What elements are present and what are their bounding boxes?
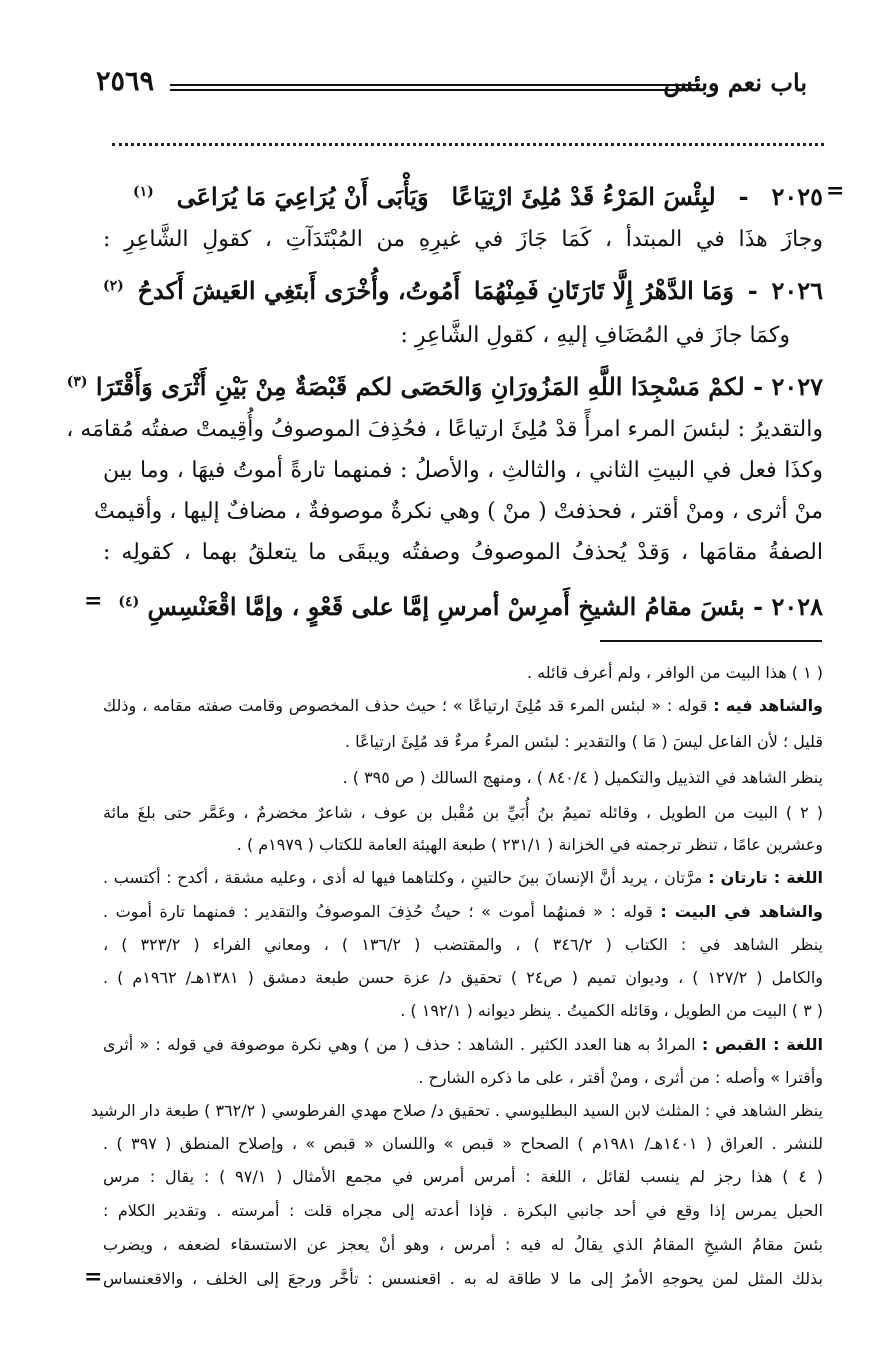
footnote-line: قليل ؛ لأن الفاعل ليسَ ( مَا ) والتقدير : لبئس المرءُ مرءٌ قد مُلِئَ ارتياعًا . [344, 732, 823, 751]
verse-number: ٢٠٢٧ - [753, 372, 823, 401]
verse-hemistich: وَمَا الدَّهْرُ إِلَّا تَارَتَانِ فَمِنْهُمَا [473, 276, 734, 305]
body-paragraph: وكمَا جازَ في المُضَافِ إليهِ ، كقولِ الشَّاعِرِ : [400, 323, 790, 348]
footnote-line [103, 693, 823, 718]
verse-2028 [118, 584, 823, 625]
verse-hemistich: بئسَ مقامُ الشيخِ أَمرِسْ أمرسِ [437, 592, 745, 621]
footnote-line: الحبل يمرس إذا وقع في أحد جانبي البكرة . فإذا أعدته إلى مجراه قلت : أمرسته . وتقدير الكلام : [103, 1201, 823, 1220]
footnote-line: ينظر الشاهد في : الكتاب ( ٣٤٦/٢ ) ، والمقتضب ( ١٣٦/٢ ) ، ومعاني الفراء ( ٣٢٣/٢ ) ، [103, 935, 824, 954]
verse-2025 [133, 174, 823, 215]
verse-2026 [103, 268, 823, 309]
footnote-line [103, 899, 823, 924]
verse-hemistich: إمَّا على قَعْوٍ ، وإمَّا اقْعَنْسِسِ [147, 592, 430, 621]
footnote-line: والكامل ( ١٢٧/٢ ) ، وديوان تميم ( ص٢٤ ) تحقيق د/ عزة حسن طبعة دمشق ( ١٣٨١هـ/ ١٩٦٢م ) . [103, 968, 824, 987]
footnote-label: اللغة : القبص : [701, 1035, 823, 1054]
footnote-ref: (٣) [66, 374, 88, 390]
footnote-label: والشاهد فيه : [713, 696, 823, 715]
footnote-line: بذلك المثل لمن يحوجهِ الأمرُ إلى ما لا طاقة له به . اقعنسس : تأخَّر ورجعَ إلى الخلف ، والاقعنساس [103, 1269, 823, 1288]
footnote-label: والشاهد في البيت : [660, 902, 823, 921]
footnote-line: ينظر الشاهد في : المثلث لابن السيد البطليوسي . تحقيق د/ صلاح مهدي الفرطوسي ( ٣٦٢/٢ ) طبعة دار الرشيد [90, 1101, 823, 1120]
footnote-text: قوله : « فمنهُما أموت » ؛ حيثُ حُذِفَ الموصوفُ والتقدير : فمنهما تارة أموت . [103, 902, 653, 921]
verse-number: ٢٠٢٨ - [753, 592, 823, 621]
footnote-line: للنشر . العراق ( ١٤٠١هـ/ ١٩٨١م ) الصحاح « قبص » واللسان « قبص » ، وإصلاح المنطق ( ٣٩٧ ) . [103, 1134, 824, 1153]
header-rule [170, 89, 700, 91]
footnote-ref: (٢) [103, 278, 124, 294]
footnote-ref: (١) [133, 184, 154, 200]
verse-hemistich: لبِئْسَ المَرْءُ قَدْ مُلِئَ ارْتِيَاعًا [451, 182, 716, 211]
verse-hemistich: أَمُوتُ، وأُخْرَى أَبتَغِي العَيشَ أَكدحُ [137, 276, 461, 305]
body-paragraph: والتقديرُ : لبئسَ المرء امرأً قدْ مُلِئَ ارتياعًا ، فحُذِفَ الموصوفُ وأُقِيمتْ صفتُه مُقامَه ، [66, 417, 823, 442]
footnote-line: ( ٤ ) هذا رجز لم ينسب لقائل ، اللغة : أمرس أمرس في مجمع الأمثال ( ٩٧/١ ) : يقال : مرس [103, 1167, 824, 1186]
footnote-line: وأقترا » وأصله : من أثرى ، ومنْ أقتر ، على ما ذكره الشارح . [418, 1068, 823, 1087]
footnote-line [103, 1032, 823, 1057]
footnote-text: مرَّتان ، يريد أنَّ الإنسانَ بينَ حالتينِ ، وكلتاهما فيها له أذى ، وعليه مشقة ، أكدح : أكتسب . [103, 868, 703, 887]
footnote-line: ( ٣ ) البيت من الطويل ، وقائله الكميتُ . ينظر ديوانه ( ١٩٢/١ ) . [400, 1001, 823, 1020]
continuation-mark: = [84, 1264, 103, 1290]
body-paragraph: الصفةُ مقامَها ، وَقدْ يُحذفُ الموصوفُ وصفتُه ويبقَى ما يتعلقُ بهما ، كقولِه : [103, 540, 823, 565]
chapter-title: باب نعم وبئس [663, 68, 807, 97]
body-paragraph: منْ أثرى ، ومنْ أقتر ، فحذفتْ ( منْ ) وهي نكرةٌ موصوفةٌ ، مضافٌ إليها ، وأقيمتْ [94, 499, 823, 524]
footnote-ref: (٤) [118, 594, 140, 610]
header-rule [170, 84, 700, 86]
footnote-line: وعشرين عامًا ، تنظر ترجمته في الخزانة ( ٢٣١/١ ) طبعة الهيئة العامة للكتاب ( ١٩٧٩م ) . [236, 835, 823, 854]
verse-hemistich: لكم قَبْصَةٌ مِنْ بَيْنِ أَثْرَى وَأَقْتَرَا [95, 372, 393, 401]
continuation-mark: = [826, 178, 845, 204]
verse-hemistich: لكمْ مَسْجِدَا اللَّهِ المَزُورَانِ وَالحَصَى [400, 372, 745, 401]
continuation-mark: = [84, 588, 103, 614]
footnote-line: ( ١ ) هذا البيت من الوافر ، ولم أعرف قائله . [526, 663, 823, 682]
footnote-text: قوله : « لبئس المرء قد مُلِئَ ارتياعًا » ؛ حيث حذف المخصوص وقامت صفته مقامه ، وذلك [103, 696, 708, 715]
dotted-separator [112, 143, 824, 146]
verse-hemistich: وَيَأْبَى أَنْ يُرَاعِيَ مَا يُرَاعَى [176, 182, 429, 211]
body-paragraph: وكذَا فعل في البيتِ الثاني ، والثالثِ ، والأصلُ : فمنهما تارةً أموتُ فيهَا ، وما بين [103, 458, 823, 483]
footnote-line: بئسَ مقامُ الشيخِ المقامُ الذي يقالُ له فيه : أمرس ، وهو أنْ يعجز عن الاستسقاء لضعفه ، ويضرب [103, 1235, 823, 1254]
footnote-line: ينظر الشاهد في التذييل والتكميل ( ٨٤٠/٤ ) ، ومنهج السالك ( ص ٣٩٥ ) . [342, 768, 823, 787]
footnote-line [103, 865, 823, 890]
footnote-label: اللغة : تارتان : [708, 868, 823, 887]
footnote-line: ( ٢ ) البيت من الطويل ، وقائله تميمُ بنُ أُبَيِّ بن مُقْبل بن عوف ، شاعرٌ مخضرمٌ ، وعَمَّر حتى بلغَ مائة [103, 803, 824, 822]
footnote-separator [600, 640, 822, 642]
verse-number: ٢٠٢٥ - [738, 182, 823, 211]
verse-2027 [66, 364, 823, 405]
verse-number: ٢٠٢٦ - [747, 276, 823, 305]
body-paragraph: وجازَ هذَا في المبتدأ ، كَمَا جَازَ في غيرِهِ من المُبْتَدَآتِ ، كقولِ الشَّاعِرِ : [103, 227, 823, 252]
footnote-text: المرادُ به هنا العدد الكثير . الشاهد : حذف ( من ) وهي نكرة موصوفة في قوله : « أثرى [103, 1035, 696, 1054]
page-number: ٢٥٦٩ [96, 66, 155, 97]
